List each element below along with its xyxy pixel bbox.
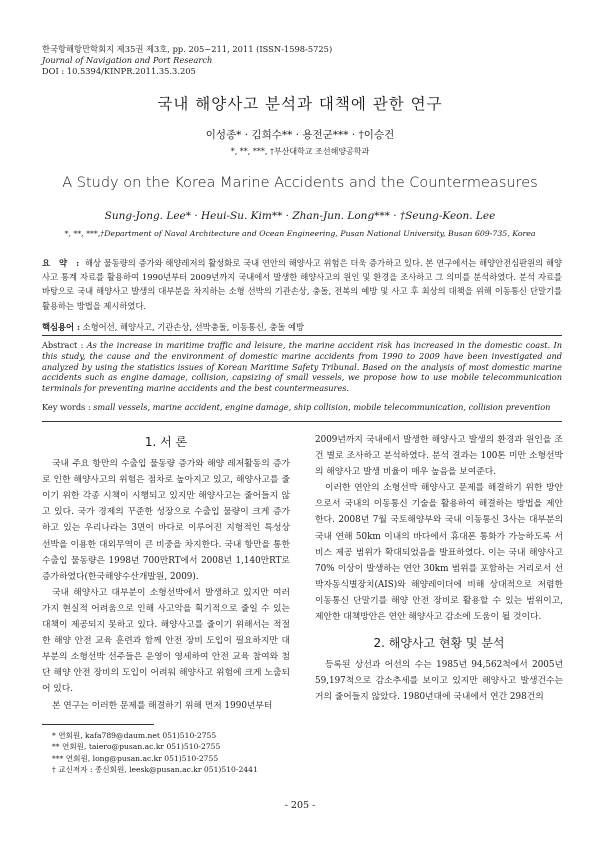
divider: [42, 335, 562, 336]
paragraph: 등록된 상선과 어선의 수는 1985년 94,562척에서 2005년 59,197척으로 감소추세를 보이고 있지만 해양사고 발생건수는 거의 줄어들지 않았다. 1980년대에 국내에서 연간 298건의: [315, 660, 563, 703]
authors-korean: 이성종* · 김희수** · 용전군*** · †이승건: [205, 129, 395, 141]
footnote: * 연회원, kafa789@daum.net 051)510-2755: [52, 731, 217, 740]
keywords-korean-text: 소형어선, 해양사고, 기관손상, 선박충돌, 이동통신, 충돌 예방: [82, 322, 305, 332]
abstract-english-text: As the increase in maritime traffic and leisure, the marine accident risk has increased in the domestic coast. In this study, the cause and the environment of domestic marine accidents from 1990 to 2009 have been investigated and analyzed by using the statistics issues of Korean Maritime Safety Tribunal. Based on the analysis of most domestic marine accidents such as engine damage, collision, capsizing of small vessels, we propose how to use mobile telecommunication terminals for preventing marine accidents and the best countermeasures.: [42, 340, 562, 394]
paragraph: 국내 해양사고 대부분이 소형선박에서 발생하고 있지만 여러 가지 현실적 어려움으로 인해 사고악을 획기적으로 줄일 수 있는 대책이 제공되지 못하고 있다. 해양사고를 줄이기 위해서는 적절한 해양 안전 교육 훈련과 함께 안전 장비 도입이 필요하지만 대부분의 소형선박 선주들은 운영이 영세하여 안전 교육 참여와 첨단 해양 안전 장비의 도입이 어려워 해양사고 위험에 크게 노출되어 있다.: [42, 587, 290, 695]
journal-header: [42, 44, 332, 77]
doi: DOI : 10.5394/KINPR.2011.35.3.205: [42, 66, 196, 76]
footnote: *** 연회원, long@pusan.ac.kr 051)510-2755: [52, 753, 219, 763]
footnote-divider: [42, 724, 154, 725]
abstract-korean-label: 요 약 :: [42, 258, 83, 268]
keywords-english: [42, 402, 562, 412]
page-number: - 205 -: [284, 800, 316, 811]
title-english: A Study on the Korea Marine Accidents and the Countermeasures: [62, 175, 538, 191]
title-korean: 국내 해양사고 분석과 대책에 관한 연구: [157, 95, 443, 113]
abstract-korean-text: 해상 물동량의 증가와 해양레저의 활성화로 국내 연안의 해양사고 위험은 더욱 증가하고 있다. 본 연구에서는 해양안전심판원의 해양사고 통계 자료를 활용하여 1990년부터 2009년까지 국내에서 발생한 해양사고의 원인 및 환경을 조사하고 그 의미를 분석하였다. 분석 자료를 바탕으로 국내 해양사고 발생의 대부분을 차지하는 소형 선박의 기관손상, 충돌, 전복의 예방 및 사고 후 최상의 대책을 위해 이동통신 단말기를 활용하는 방법을 제시하였다.: [42, 258, 562, 311]
abstract-english-label: Abstract :: [42, 340, 84, 350]
paragraph: 이러한 연안의 소형선박 해양사고 문제를 해결하기 위한 방안으로서 국내의 이동통신 기술을 활용하여 해결하는 방법을 제안한다. 2008년 7월 국토해양부와 국내 이동통신 3사는 대부분의 국내 연해 50km 이내의 바다에서 휴대폰 통화가 가능하도록 서비스 제공 범위가 확대되었음을 발표하였다. 이는 국내 해양사고 70% 이상이 발생하는 연안 30km 범위를 포함하는 거리로서 선박자동식별장치(AIS)와 해양레이더에 비해 상대적으로 저렴한 이동통신 단말기를 해양 안전 장비로 활용할 수 있는 범위이고, 제안한 대책방안은 연안 해양사고 감소에 도움이 될 것이다.: [315, 483, 563, 623]
divider: [42, 421, 562, 422]
footnotes: [52, 730, 258, 775]
paragraph: 국내 주요 항만의 수출입 물동량 증가와 해양 레저활동의 증가로 인한 해양사고의 위험은 점차로 높아지고 있고, 해양사고를 줄이기 위한 각종 시책이 시행되고 있지만 해양사고는 줄어들지 않고 있다. 국가 경제의 꾸준한 성장으로 수출입 물량이 크게 증가하고 있는 우리나라는 3면이 바다로 이루어진 지형적인 특성상 선박을 이용한 대외무역이 큰 비중을 차지한다. 국내 항만을 통한 수출입 물동량은 1998년 700만RT에서 2008년 1,140만RT로 증가하였다(한국해양수산개발원, 2009).: [42, 459, 290, 582]
section-heading: 2. 해양사고 현황 및 분석: [373, 636, 505, 651]
keywords-korean: [42, 321, 562, 333]
affiliation-korean: *, **, ***, †부산대학교 조선해양공학과: [230, 147, 370, 156]
keywords-english-text: small vessels, marine accident, engine damage, ship collision, mobile telecommunication, collision prevention: [93, 402, 551, 412]
abstract-korean: [42, 256, 562, 313]
keywords-korean-label: 핵심용어 :: [42, 322, 81, 332]
paragraph: 본 연구는 이러한 문제를 해결하기 위해 먼저 1990년부터: [52, 700, 273, 711]
right-column: [315, 432, 563, 706]
footnote: ** 연회원, taiero@pusan.ac.kr 051)510-2755: [52, 742, 221, 752]
authors-english: Sung-Jong. Lee* · Heui-Su. Kim** · Zhan-Jun. Long*** · †Seung-Keon. Lee: [104, 210, 496, 222]
paragraph: 2009년까지 국내에서 발생한 해양사고 발생의 환경과 원인을 조건 별로 조사하고 분석하였다. 분석 결과는 100톤 미만 소형선박의 해양사고 발생 비율이 매우 높음을 보여준다.: [315, 435, 563, 478]
journal-citation: 한국항해항만학회지 제35권 제3호, pp. 205~211, 2011 (ISSN-1598-5725): [42, 44, 333, 54]
journal-name: Journal of Navigation and Port Research: [42, 55, 213, 65]
abstract-english: [42, 340, 562, 394]
affiliation-english: *, **, ***,†Department of Naval Architecture and Ocean Engineering, Pusan National University, Busan 609-735, Korea: [64, 229, 536, 238]
footnote: † 교신저자 : 종신회원, leesk@pusan.ac.kr 051)510-2441: [52, 764, 258, 774]
section-heading: 1. 서 론: [144, 435, 188, 449]
keywords-english-label: Key words :: [42, 402, 91, 412]
left-column: [42, 432, 290, 714]
